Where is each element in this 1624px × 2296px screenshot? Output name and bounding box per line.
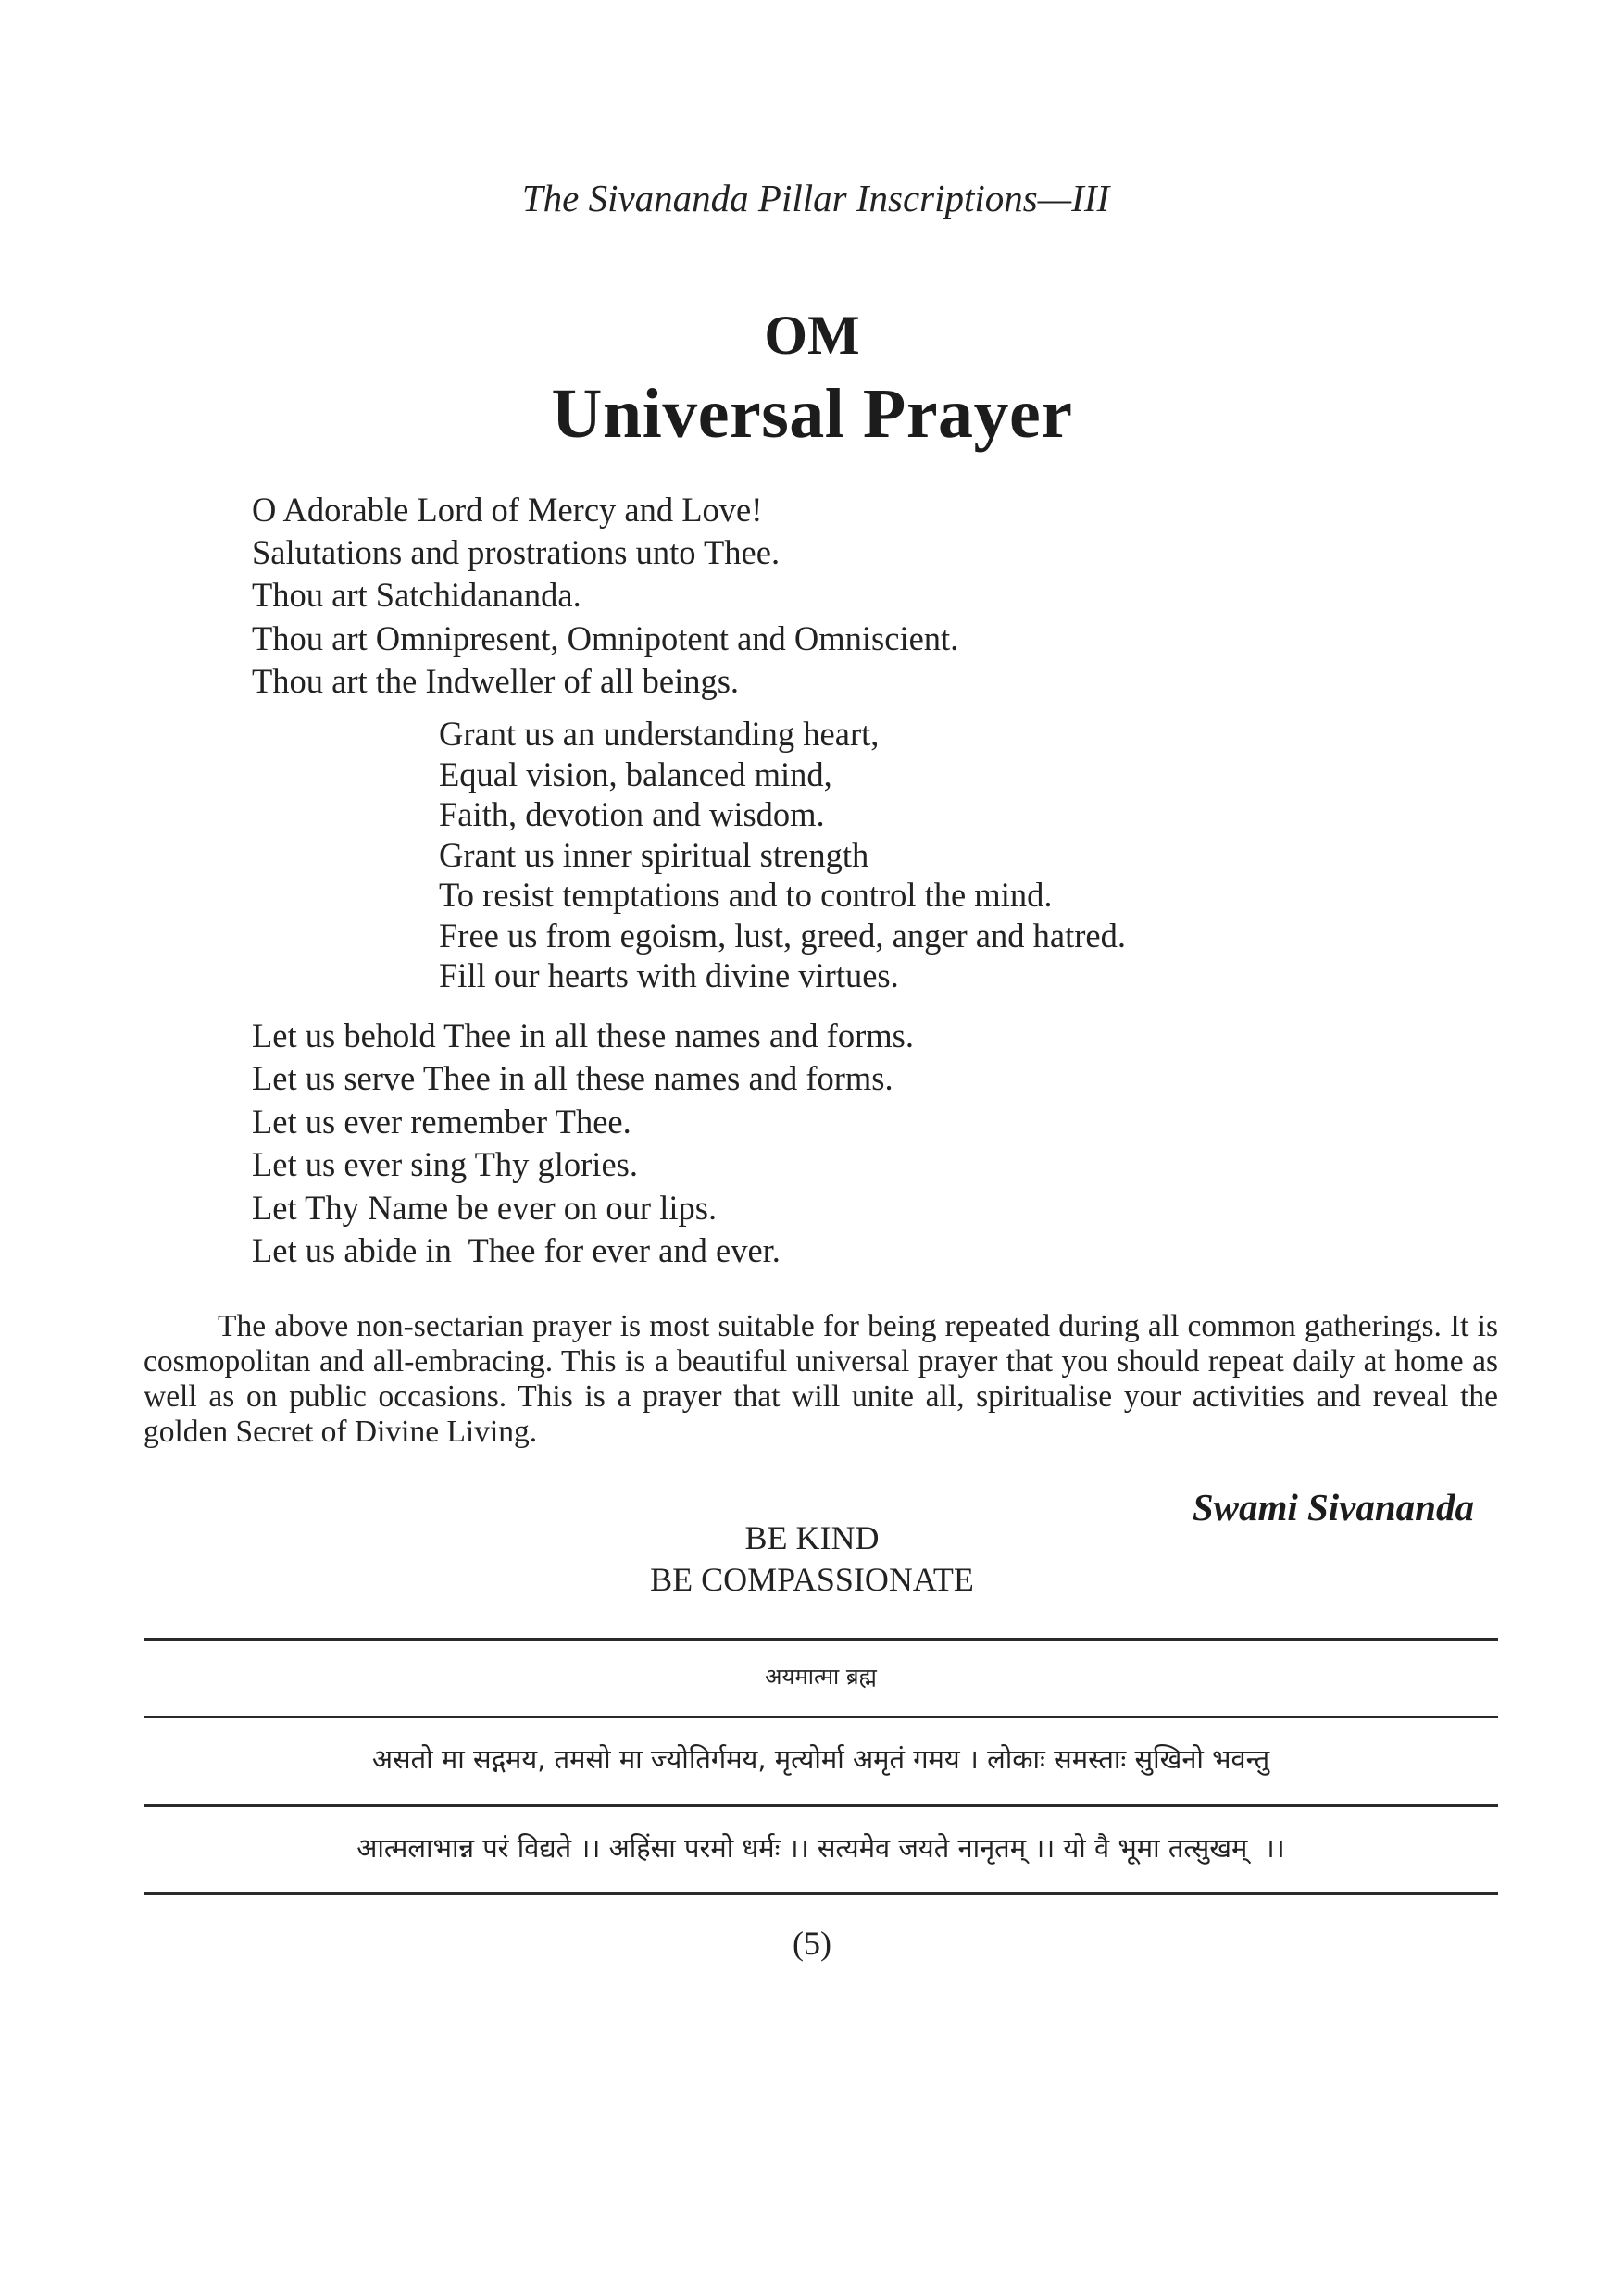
motto-line-1: BE KIND [744,1519,880,1556]
horizontal-rule [144,1638,1498,1641]
prayer-line: Let us serve Thee in all these names and forms. [252,1059,893,1098]
author-signature: Swami Sivananda [1192,1486,1474,1529]
motto-line-2: BE COMPASSIONATE [650,1561,974,1598]
sanskrit-line-3: आत्मलाभान्न परं विद्यते ।। अहिंसा परमो धर्मः ।। सत्यमेव जयते नानृतम् ।। यो वै भूमा तत्सुखम् ।। [356,1832,1285,1864]
prayer-line: Faith, devotion and wisdom. [439,795,825,833]
prayer-stanza-1 [252,489,958,703]
prayer-line: O Adorable Lord of Mercy and Love! [252,491,763,529]
prayer-line: Salutations and prostrations unto Thee. [252,533,781,572]
horizontal-rule [144,1716,1498,1718]
om-heading: OM [764,305,860,366]
prayer-line: Let Thy Name be ever on our lips. [252,1188,718,1227]
page-title: Universal Prayer [551,375,1073,453]
prayer-line: Fill our hearts with divine virtues. [439,956,899,994]
sanskrit-line-2: असतो मा सद्गमय, तमसो मा ज्योतिर्गमय, मृत्योर्मा अमृतं गमय । लोकाः समस्ताः सुखिनो भवन्तु [371,1743,1270,1775]
prayer-line: Let us ever sing Thy glories. [252,1145,638,1184]
prayer-line: Grant us an understanding heart, [439,715,880,753]
horizontal-rule [144,1892,1498,1895]
prayer-line: Thou art Omnipresent, Omnipotent and Omniscient. [252,618,959,657]
prayer-stanza-3 [252,1015,914,1272]
sanskrit-line-1: अयमात्मा ब्रह्म [765,1664,877,1690]
commentary-paragraph: The above non-sectarian prayer is most suitable for being repeated during all common gatherings. It is cosmopolitan and all-embracing. This is a beautiful universal prayer that you should repeat daily at home as well as on public occasions. This is a prayer that will unite all, spiritualise your activities and reveal the golden Secret of Divine Living. [144,1309,1498,1449]
prayer-line: Thou art the Indweller of all beings. [252,661,740,700]
prayer-line: Let us ever remember Thee. [252,1102,631,1141]
prayer-line: To resist temptations and to control the mind. [439,876,1053,914]
horizontal-rule [144,1804,1498,1807]
prayer-line: Grant us inner spiritual strength [439,835,869,874]
prayer-line: Thou art Satchidananda. [252,576,581,615]
prayer-stanza-2 [439,714,1126,996]
prayer-line: Let us abide in Thee for ever and ever. [252,1231,781,1270]
running-header: The Sivananda Pillar Inscriptions—III [521,177,1110,219]
prayer-line: Let us behold Thee in all these names and forms. [252,1017,914,1054]
prayer-line: Free us from egoism, lust, greed, anger and hatred. [439,916,1126,955]
page-number: (5) [793,1925,831,1962]
prayer-line: Equal vision, balanced mind, [439,755,832,793]
